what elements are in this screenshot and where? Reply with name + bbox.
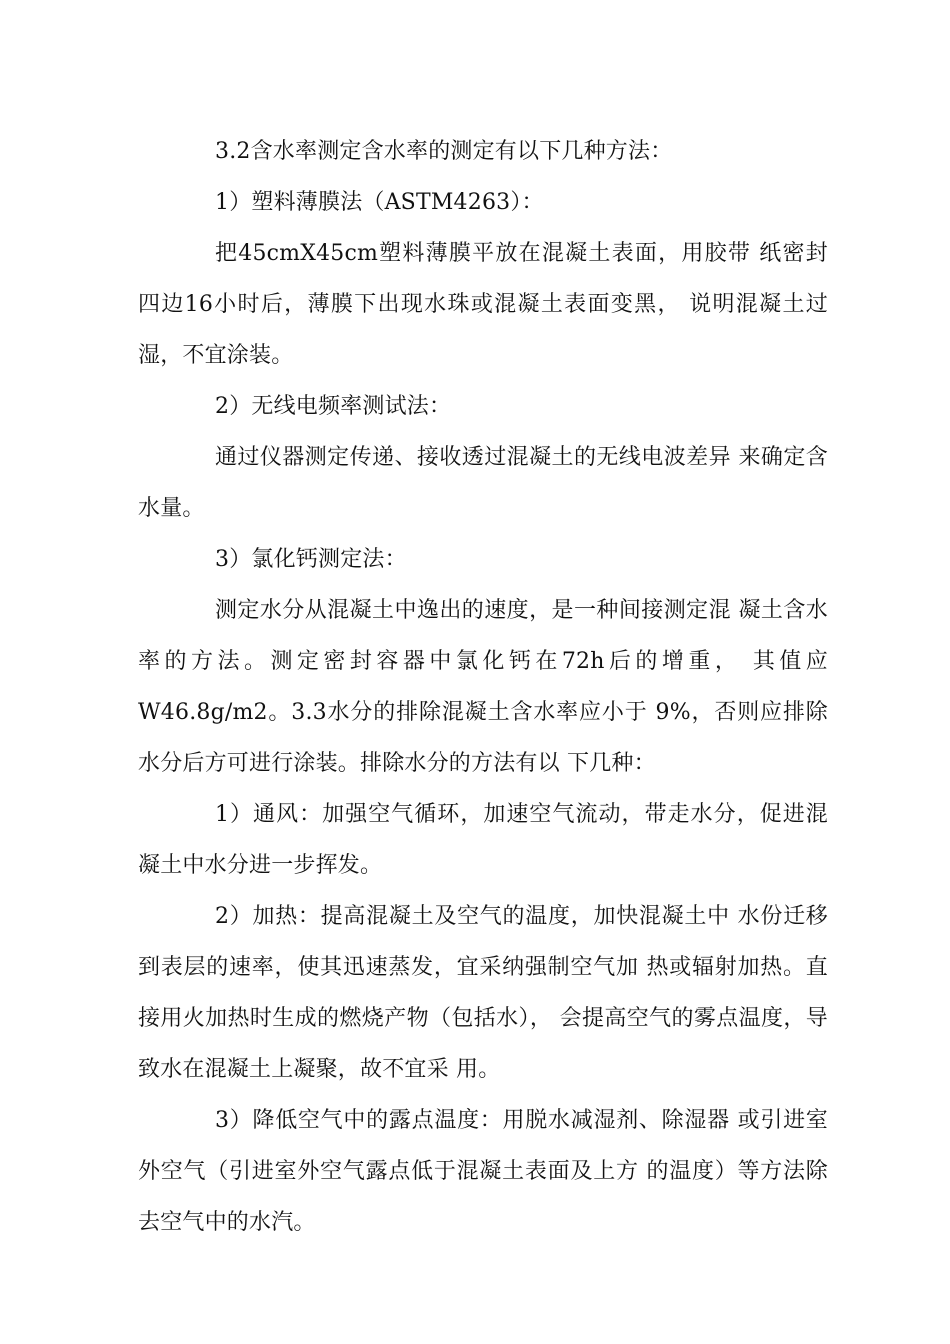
method-1-body: 把45cmX45cm塑料薄膜平放在混凝土表面，用胶带 纸密封四边16小时后，薄膜下出现水珠或混凝土表面变黑， 说明混凝土过湿，不宜涂装。	[138, 241, 828, 368]
method-1-heading: 1）塑料薄膜法（ASTM4263）：	[215, 190, 544, 215]
method-3-body: 测定水分从混凝土中逸出的速度，是一种间接测定混 凝土含水率的方法。测定密封容器中氯化钙在72h后的增重， 其值应W46.8g/m2。3.3水分的排除混凝土含水率应小于 9%，否则应排除水分后方可进行涂装。排除水分的方法有以 下几种：	[138, 598, 828, 776]
method-2-heading: 2）无线电频率测试法：	[215, 394, 452, 419]
removal-2-heating: 2）加热：提高混凝土及空气的温度，加快混凝土中 水份迁移到表层的速率，使其迅速蒸发，宜采纳强制空气加 热或辐射加热。直接用火加热时生成的燃烧产物（包括水）， 会提高空气的雾点温度，导致水在混凝土上凝聚，故不宜采 用。	[138, 904, 828, 1082]
method-3-heading: 3）氯化钙测定法：	[215, 547, 407, 572]
section-3-2-heading: 3.2含水率测定含水率的测定有以下几种方法：	[215, 139, 673, 164]
method-2-body: 通过仪器测定传递、接收透过混凝土的无线电波差异 来确定含水量。	[138, 445, 828, 521]
removal-1-ventilation: 1）通风：加强空气循环，加速空气流动，带走水分，促进混凝土中水分进一步挥发。	[138, 802, 828, 878]
removal-3-dew-point: 3）降低空气中的露点温度：用脱水减湿剂、除湿器 或引进室外空气（引进室外空气露点低于混凝土表面及上方 的温度）等方法除去空气中的水汽。	[138, 1108, 828, 1235]
